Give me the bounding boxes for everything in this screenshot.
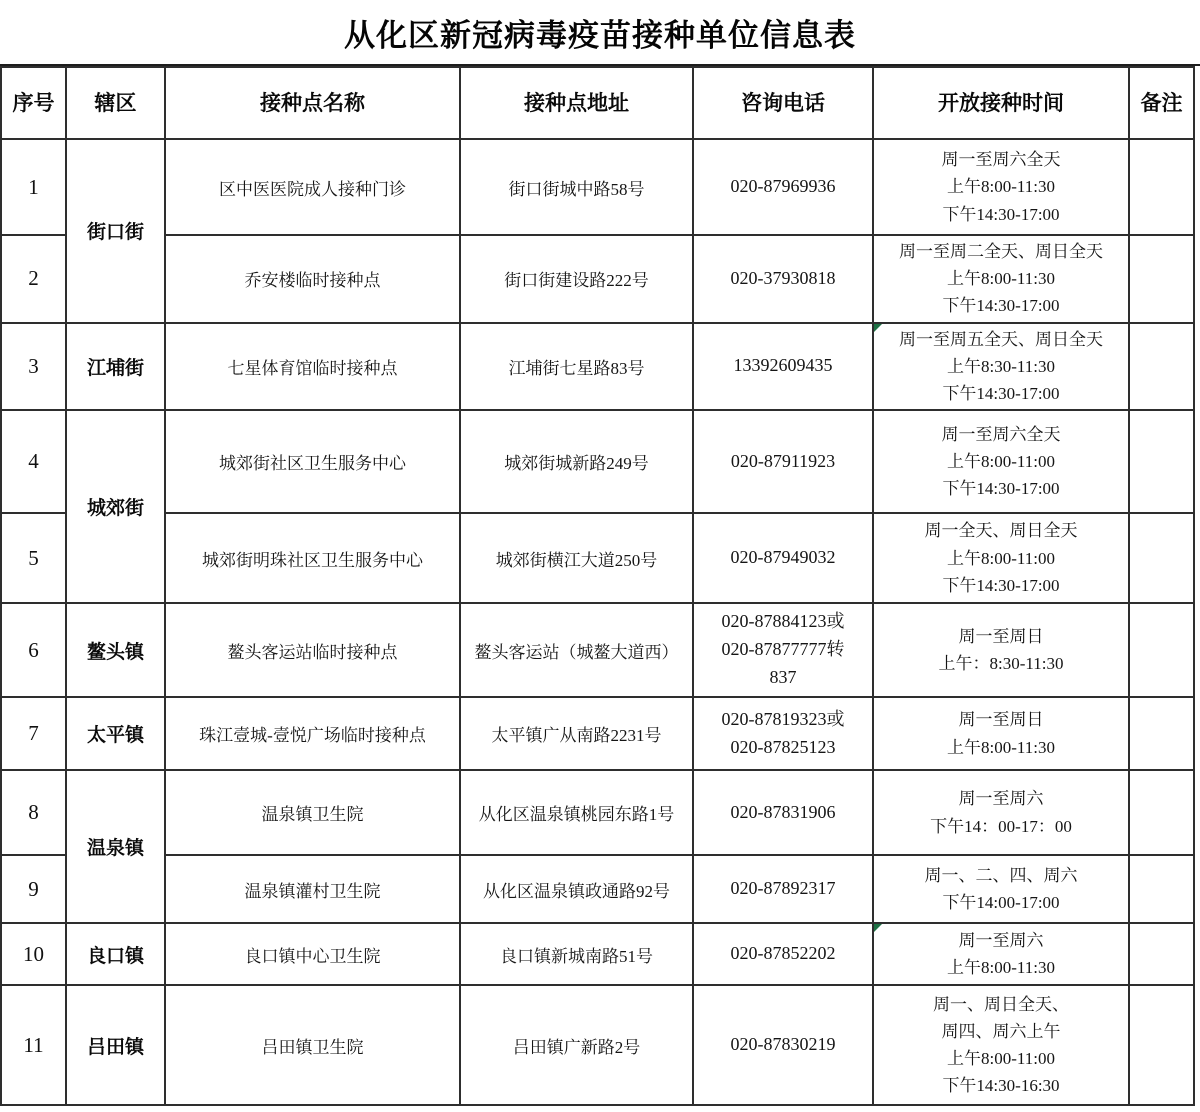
phone-line: 020-87884123或: [721, 611, 845, 632]
cell-remark: [1129, 770, 1194, 855]
cell-district: 城郊街: [66, 410, 165, 603]
cell-open-hours: [873, 323, 1129, 411]
phone-line: 020-87830219: [730, 1034, 836, 1055]
table-row: [1, 323, 1194, 411]
cell-serial-number: 5: [1, 513, 66, 603]
page-title: 从化区新冠病毒疫苗接种单位信息表: [344, 17, 856, 53]
table-row: [1, 603, 1194, 697]
table-row: [1, 235, 1194, 323]
header-phone: 咨询电话: [693, 67, 873, 139]
cell-serial-number: 8: [1, 770, 66, 855]
cell-site-address: 街口街建设路222号: [460, 235, 693, 323]
hours-line: 周一至周五全天、周日全天: [899, 329, 1103, 349]
cell-site-address: 城郊街城新路249号: [460, 410, 693, 513]
hours-line: 上午8:00-11:30: [947, 737, 1055, 757]
hours-line: 周一至周六全天: [941, 150, 1061, 170]
cell-site-name: 乔安楼临时接种点: [165, 235, 460, 323]
cell-serial-number: 2: [1, 235, 66, 323]
cell-site-name: 吕田镇卫生院: [165, 985, 460, 1105]
hours-line: 周一、二、四、周六: [924, 865, 1078, 885]
hours-line: 上午8:00-11:00: [947, 1049, 1055, 1069]
cell-site-address: 城郊街横江大道250号: [460, 513, 693, 603]
cell-remark: [1129, 139, 1194, 235]
cell-open-hours: [873, 603, 1129, 697]
cell-site-name: 城郊街社区卫生服务中心: [165, 410, 460, 513]
cell-serial-number: 4: [1, 410, 66, 513]
cell-serial-number: 11: [1, 985, 66, 1105]
phone-line: 020-37930818: [730, 267, 836, 288]
cell-site-address: 鳌头客运站（城鳌大道西）: [460, 603, 693, 697]
cell-open-hours: [873, 513, 1129, 603]
hours-line: 周一至周六全天: [941, 424, 1061, 444]
hours-line: 下午14:30-17:00: [942, 479, 1060, 499]
cell-remark: [1129, 985, 1194, 1105]
table-row: [1, 513, 1194, 603]
hours-line: 下午14：00-17：00: [930, 816, 1072, 836]
phone-line: 13392609435: [733, 355, 833, 376]
table-row: [1, 985, 1194, 1105]
cell-district: 街口街: [66, 139, 165, 323]
hours-line: 下午14:30-17:00: [942, 383, 1060, 403]
hours-line: 周一至周六: [958, 930, 1044, 950]
cell-site-address: 江埔街七星路83号: [460, 323, 693, 411]
cell-phone: [693, 410, 873, 513]
cell-site-address: 街口街城中路58号: [460, 139, 693, 235]
phone-line: 020-87819323或: [721, 708, 845, 729]
cell-site-name: 鳌头客运站临时接种点: [165, 603, 460, 697]
phone-line: 020-87825123: [730, 736, 836, 757]
hours-line: 上午8:00-11:00: [947, 548, 1055, 568]
phone-line: 020-87892317: [730, 878, 836, 899]
hours-line: 上午8:00-11:30: [947, 269, 1055, 289]
hours-line: 下午14:30-16:30: [942, 1076, 1060, 1096]
vaccination-sites-table: [0, 66, 1195, 1106]
cell-district: 良口镇: [66, 923, 165, 985]
cell-phone: [693, 923, 873, 985]
hours-line: 上午：8:30-11:30: [938, 654, 1064, 674]
cell-remark: [1129, 697, 1194, 770]
hours-line: 周一至周日: [958, 626, 1044, 646]
hours-line: 下午14:30-17:00: [942, 296, 1060, 316]
cell-site-name: 良口镇中心卫生院: [165, 923, 460, 985]
header-open-hours: 开放接种时间: [873, 67, 1129, 139]
table-row: [1, 697, 1194, 770]
phone-line: 837: [769, 667, 797, 688]
cell-phone: [693, 770, 873, 855]
cell-site-name: 城郊街明珠社区卫生服务中心: [165, 513, 460, 603]
table-header-row: [1, 67, 1194, 139]
header-serial-number: 序号: [1, 67, 66, 139]
hours-line: 上午8:00-11:00: [947, 452, 1055, 472]
hours-line: 周一、周日全天、: [933, 994, 1069, 1014]
hours-line: 上午8:00-11:30: [947, 958, 1055, 978]
phone-line: 020-87852202: [730, 943, 836, 964]
cell-remark: [1129, 513, 1194, 603]
cell-error-indicator: [874, 924, 882, 932]
cell-open-hours: [873, 923, 1129, 985]
cell-phone: [693, 139, 873, 235]
cell-serial-number: 6: [1, 603, 66, 697]
cell-serial-number: 1: [1, 139, 66, 235]
table-row: [1, 855, 1194, 923]
cell-remark: [1129, 323, 1194, 411]
sheet-title-bar: [0, 0, 1200, 66]
table-row: [1, 410, 1194, 513]
cell-phone: [693, 855, 873, 923]
cell-district: 江埔街: [66, 323, 165, 411]
phone-line: 020-87949032: [730, 547, 836, 568]
cell-open-hours: [873, 855, 1129, 923]
cell-open-hours: [873, 139, 1129, 235]
header-site-name: 接种点名称: [165, 67, 460, 139]
cell-district: 温泉镇: [66, 770, 165, 923]
cell-open-hours: [873, 697, 1129, 770]
cell-site-name: 七星体育馆临时接种点: [165, 323, 460, 411]
cell-site-name: 珠江壹城-壹悦广场临时接种点: [165, 697, 460, 770]
cell-site-name: 温泉镇灌村卫生院: [165, 855, 460, 923]
header-district: 辖区: [66, 67, 165, 139]
hours-line: 周一至周六: [958, 789, 1044, 809]
cell-district: 鳌头镇: [66, 603, 165, 697]
cell-remark: [1129, 603, 1194, 697]
cell-site-address: 从化区温泉镇桃园东路1号: [460, 770, 693, 855]
cell-serial-number: 3: [1, 323, 66, 411]
cell-open-hours: [873, 235, 1129, 323]
cell-phone: [693, 603, 873, 697]
phone-line: 020-87877777转: [721, 639, 845, 660]
hours-line: 下午14:30-17:00: [942, 575, 1060, 595]
hours-line: 下午14:30-17:00: [942, 204, 1060, 224]
hours-line: 周一全天、周日全天: [924, 521, 1078, 541]
hours-line: 上午8:00-11:30: [947, 177, 1055, 197]
cell-open-hours: [873, 410, 1129, 513]
cell-site-name: 温泉镇卫生院: [165, 770, 460, 855]
hours-line: 周四、周六上午: [941, 1021, 1061, 1041]
table-row: [1, 770, 1194, 855]
header-site-address: 接种点地址: [460, 67, 693, 139]
cell-district: 吕田镇: [66, 985, 165, 1105]
phone-line: 020-87911923: [730, 450, 836, 471]
cell-site-address: 从化区温泉镇政通路92号: [460, 855, 693, 923]
cell-open-hours: [873, 985, 1129, 1105]
cell-serial-number: 7: [1, 697, 66, 770]
cell-error-indicator: [874, 324, 882, 332]
cell-phone: [693, 323, 873, 411]
table-row: [1, 139, 1194, 235]
table-row: [1, 923, 1194, 985]
cell-remark: [1129, 235, 1194, 323]
cell-remark: [1129, 923, 1194, 985]
cell-site-address: 吕田镇广新路2号: [460, 985, 693, 1105]
hours-line: 周一至周日: [958, 710, 1044, 730]
header-remark: 备注: [1129, 67, 1194, 139]
cell-phone: [693, 697, 873, 770]
cell-phone: [693, 513, 873, 603]
cell-serial-number: 9: [1, 855, 66, 923]
hours-line: 下午14:00-17:00: [942, 893, 1060, 913]
cell-phone: [693, 985, 873, 1105]
hours-line: 上午8:30-11:30: [947, 356, 1055, 376]
cell-site-address: 良口镇新城南路51号: [460, 923, 693, 985]
hours-line: 周一至周二全天、周日全天: [899, 242, 1103, 261]
cell-remark: [1129, 855, 1194, 923]
cell-site-name: 区中医医院成人接种门诊: [165, 139, 460, 235]
cell-serial-number: 10: [1, 923, 66, 985]
cell-district: 太平镇: [66, 697, 165, 770]
cell-open-hours: [873, 770, 1129, 855]
cell-site-address: 太平镇广从南路2231号: [460, 697, 693, 770]
cell-remark: [1129, 410, 1194, 513]
cell-phone: [693, 235, 873, 323]
phone-line: 020-87969936: [730, 176, 836, 197]
phone-line: 020-87831906: [730, 801, 836, 822]
